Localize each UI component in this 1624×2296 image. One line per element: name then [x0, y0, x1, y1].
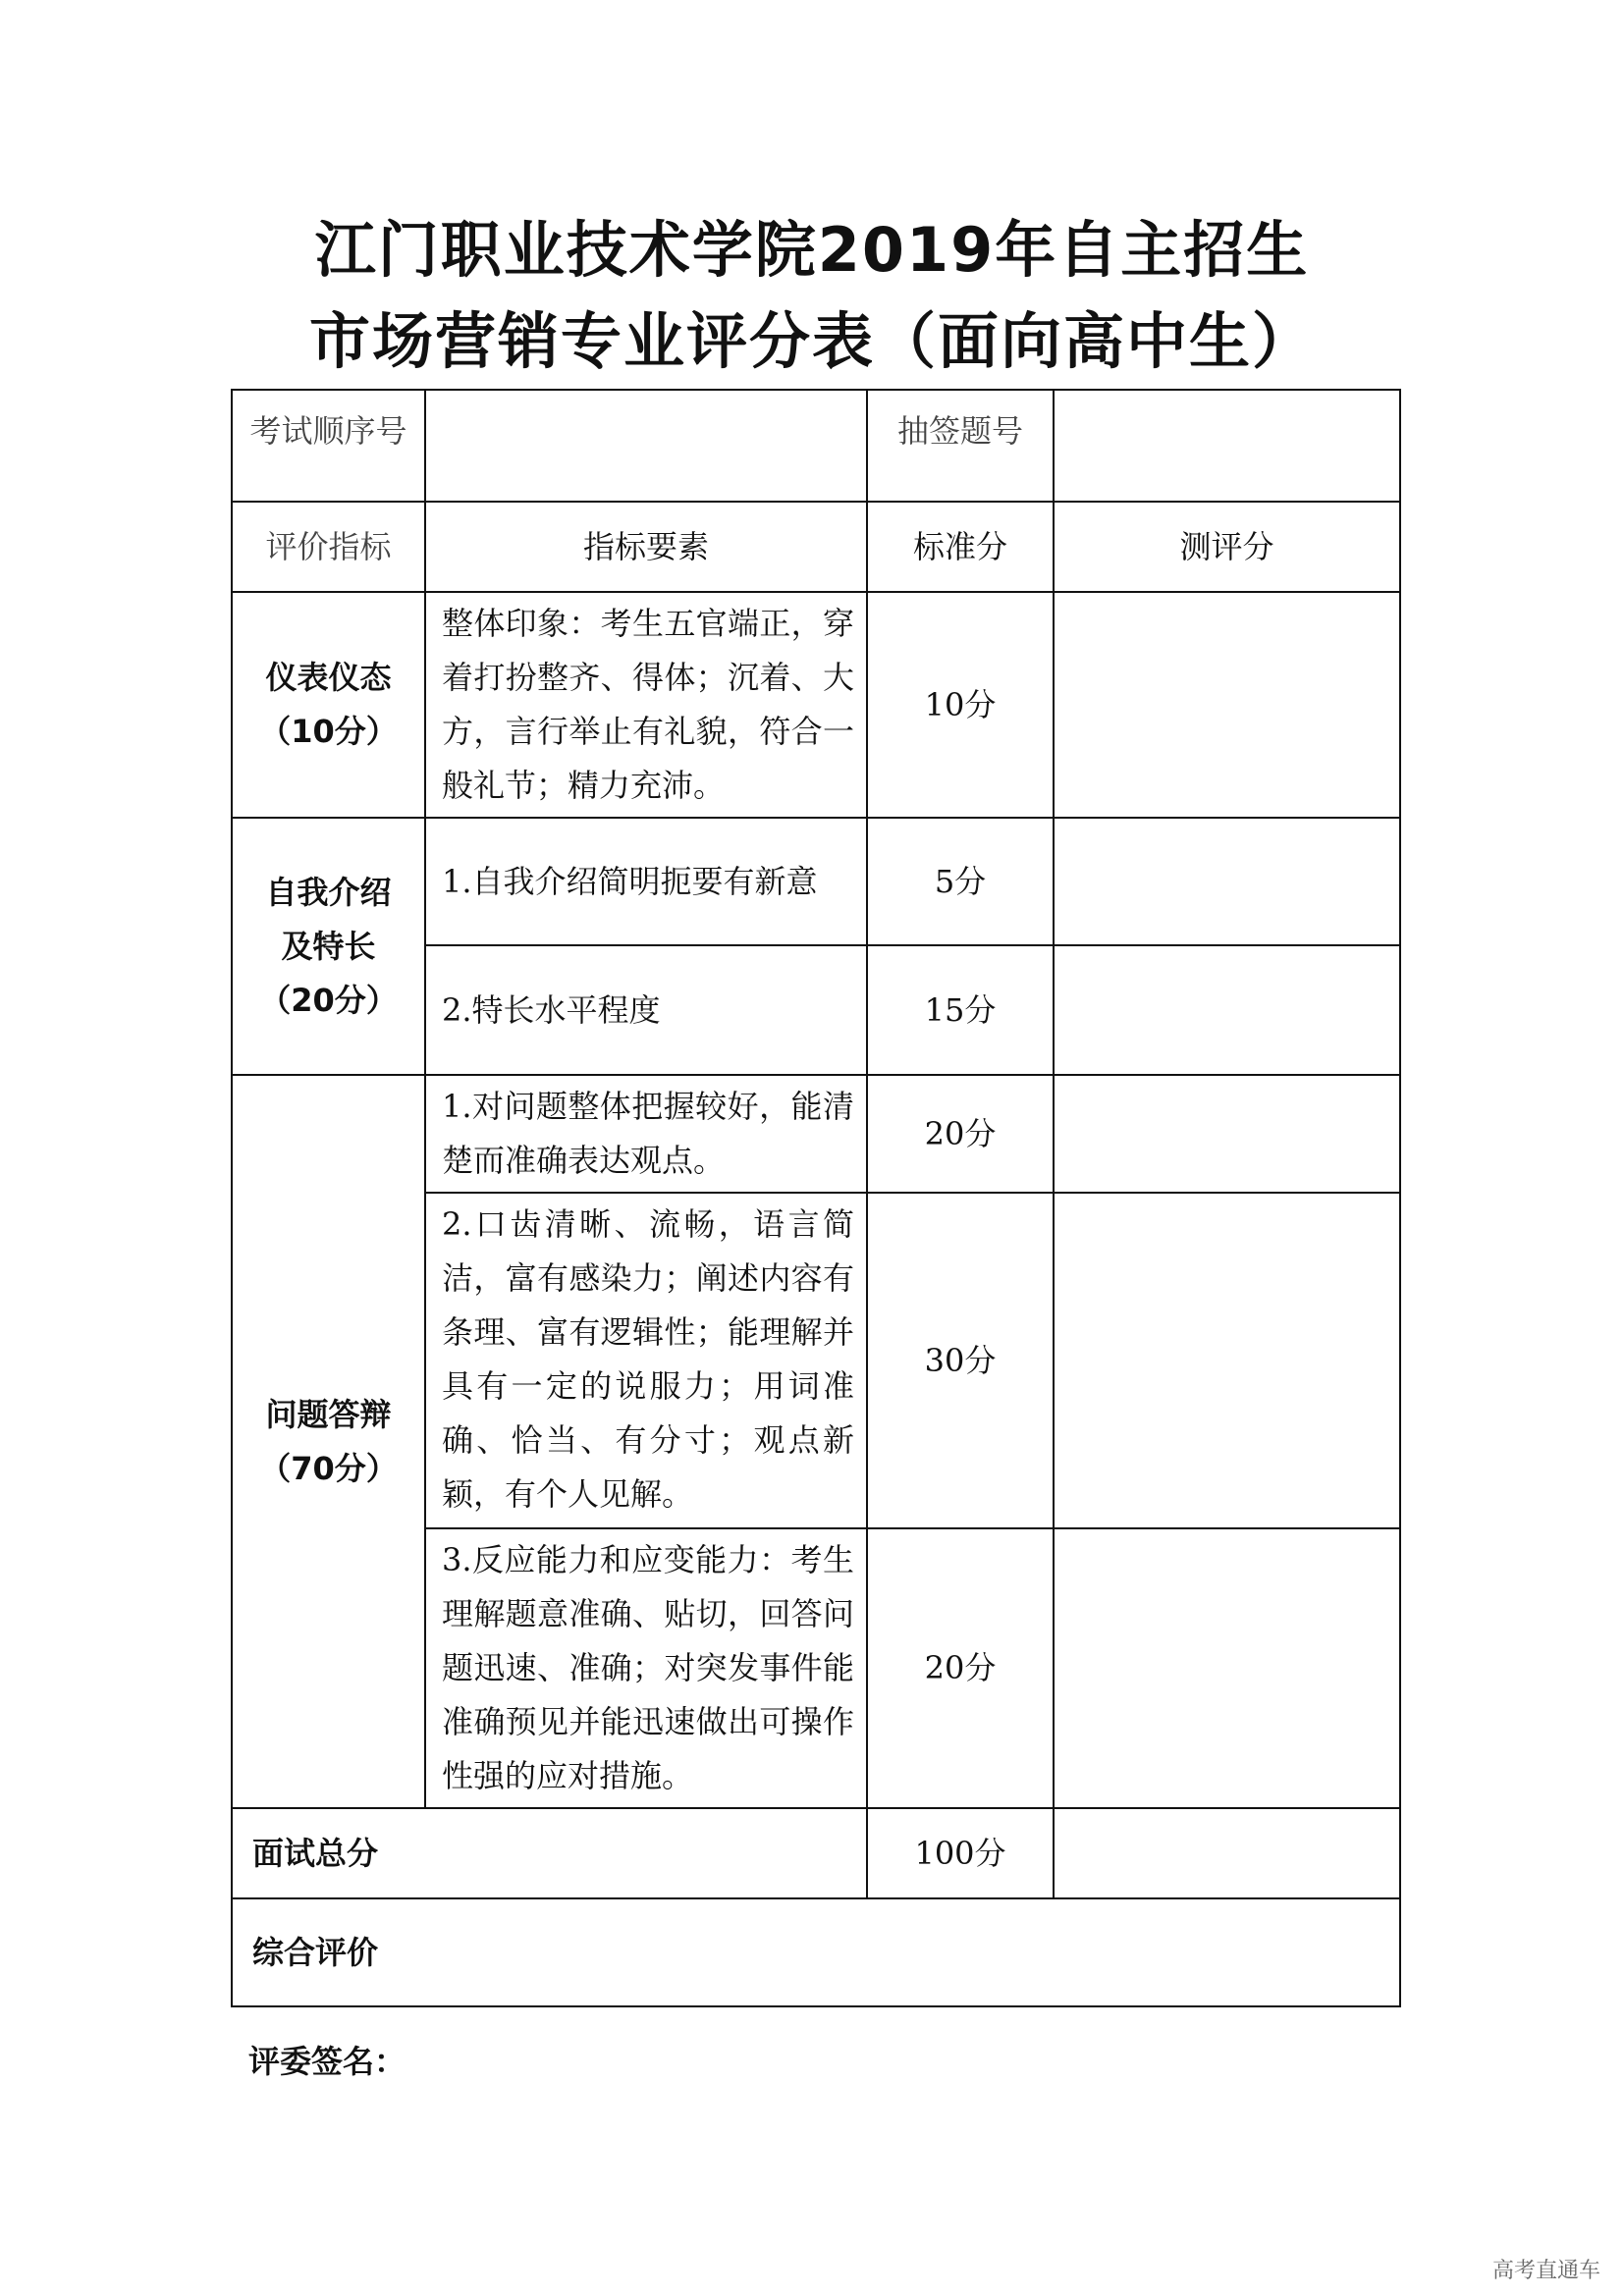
header-row	[232, 390, 1400, 502]
standard-intro-1: 5分	[867, 818, 1054, 945]
standard-appearance: 10分	[867, 592, 1054, 818]
element-appearance: 整体印象：考生五官端正，穿着打扮整齐、得体；沉着、大方，言行举止有礼貌，符合一般礼节；精力充沛。	[425, 592, 867, 818]
title-line-1: 江门职业技术学院2019年自主招生	[314, 214, 1310, 286]
row-intro-1	[232, 818, 1400, 945]
col-indicator: 评价指标	[232, 502, 425, 592]
category-appearance: 仪表仪态 （10分）	[232, 592, 425, 818]
score-qa-2-field[interactable]	[1054, 1193, 1400, 1528]
score-appearance-field[interactable]	[1054, 592, 1400, 818]
score-intro-1-field[interactable]	[1054, 818, 1400, 945]
scoring-table	[231, 389, 1401, 2007]
row-total	[232, 1808, 1400, 1898]
score-intro-2-field[interactable]	[1054, 945, 1400, 1075]
element-qa-2: 2.口齿清晰、流畅，语言简洁，富有感染力；阐述内容有条理、富有逻辑性；能理解并具有一定的说服力；用词准确、恰当、有分寸；观点新颖，有个人见解。	[425, 1193, 867, 1528]
element-intro-2: 2.特长水平程度	[425, 945, 867, 1075]
standard-intro-2: 15分	[867, 945, 1054, 1075]
standard-qa-2: 30分	[867, 1193, 1054, 1528]
standard-qa-3: 20分	[867, 1528, 1054, 1808]
element-intro-1: 1.自我介绍简明扼要有新意	[425, 818, 867, 945]
standard-qa-1: 20分	[867, 1075, 1054, 1193]
exam-order-field[interactable]	[425, 390, 867, 502]
category-intro: 自我介绍 及特长 （20分）	[232, 818, 425, 1075]
exam-order-label: 考试顺序号	[232, 390, 425, 502]
element-qa-1: 1.对问题整体把握较好，能清楚而准确表达观点。	[425, 1075, 867, 1193]
col-score: 测评分	[1054, 502, 1400, 592]
col-standard: 标准分	[867, 502, 1054, 592]
overall-evaluation-field[interactable]: 综合评价	[232, 1898, 1400, 2006]
watermark: 高考直通车	[1491, 2259, 1600, 2283]
score-qa-3-field[interactable]	[1054, 1528, 1400, 1808]
row-qa-1	[232, 1075, 1400, 1193]
row-appearance	[232, 592, 1400, 818]
element-qa-3: 3.反应能力和应变能力：考生理解题意准确、贴切，回答问题迅速、准确；对突发事件能准确预见并能迅速做出可操作性强的应对措施。	[425, 1528, 867, 1808]
total-standard: 100分	[867, 1808, 1054, 1898]
draw-number-field[interactable]	[1054, 390, 1400, 502]
total-score-field[interactable]	[1054, 1808, 1400, 1898]
title-line-2: 市场营销专业评分表（面向高中生）	[308, 305, 1315, 377]
column-header-row	[232, 502, 1400, 592]
draw-number-label: 抽签题号	[867, 390, 1054, 502]
total-label: 面试总分	[232, 1808, 867, 1898]
col-elements: 指标要素	[425, 502, 867, 592]
row-overall	[232, 1898, 1400, 2006]
signature-label: 评委签名：	[248, 2043, 406, 2080]
category-qa: 问题答辩 （70分）	[232, 1075, 425, 1808]
score-qa-1-field[interactable]	[1054, 1075, 1400, 1193]
